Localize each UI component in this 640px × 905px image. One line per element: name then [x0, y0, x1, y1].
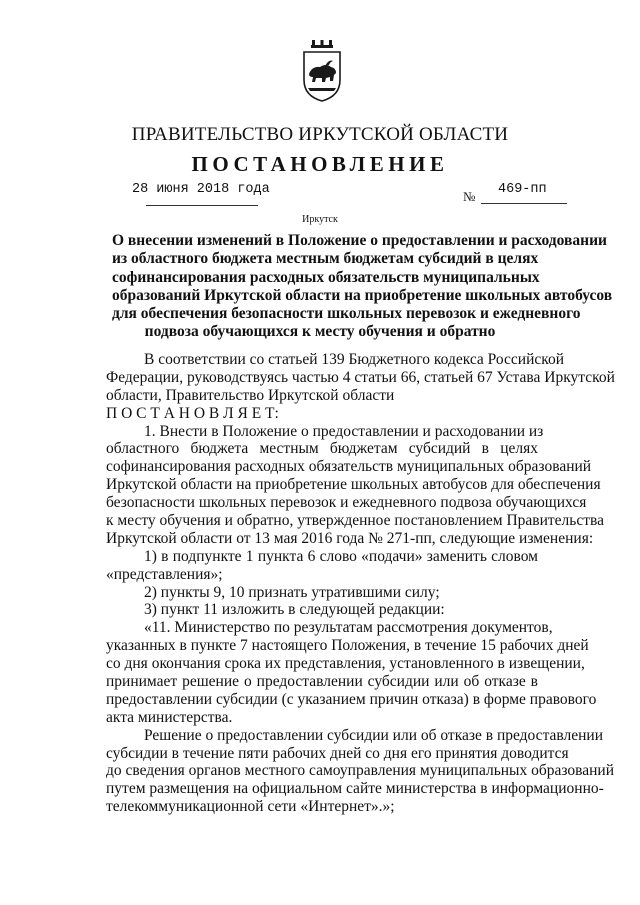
body-line: софинансирования расходных обязательств муниципальных образований — [106, 458, 592, 476]
body-line: 1. Внести в Положение о предоставлении и расходовании из — [144, 422, 544, 440]
body-line: 3) пункт 11 изложить в следующей редакции: — [144, 601, 445, 619]
body-line: Иркутской области от 13 мая 2016 года № 271-пп, следующие изменения: — [106, 529, 594, 547]
body-line: 1) в подпункте 1 пункта 6 слово «подачи» заменить словом — [144, 547, 538, 565]
document-number: 469-пп — [498, 182, 547, 197]
heading-line: подвоза обучающихся к месту обучения и обратно — [144, 323, 496, 341]
body-line: телекоммуникационной сети «Интернет».»; — [106, 798, 395, 816]
body-line: предоставлении субсидии (с указанием причин отказа) в форме правового — [106, 690, 597, 708]
heading-line: из областного бюджета местным бюджетам субсидий в целях — [112, 250, 539, 268]
heading-line: О внесении изменений в Положение о предоставлении и расходовании — [112, 232, 607, 249]
body-line: Иркутской области на приобретение школьных автобусов для обеспечения — [106, 476, 601, 494]
city-label: Иркутск — [302, 214, 338, 225]
body-line: субсидии в течение пяти рабочих дней со дня его принятия доводится — [106, 744, 569, 762]
document-heading — [112, 232, 613, 342]
body-line: со дня окончания срока их представления, установленного в извещении, — [106, 655, 585, 673]
body-line: принимает решение о предоставлении субсидии или об отказе в — [106, 673, 538, 691]
document-date: 28 июня 2018 года — [132, 182, 270, 197]
heading-line: образований Иркутской области на приобретение школьных автобусов — [112, 286, 613, 304]
coat-of-arms-emblem — [300, 40, 344, 102]
body-line: 2) пункты 9, 10 признать утратившими силу; — [144, 583, 440, 601]
body-line: безопасности школьных перевозок и ежедневного подвоза обучающихся — [106, 494, 587, 512]
body-line: указанных в пункте 7 настоящего Положения, в течение 15 рабочих дней — [106, 637, 589, 655]
number-sign: № — [463, 189, 476, 204]
resolves-label: П О С Т А Н О В Л Я Е Т: — [106, 404, 279, 422]
body-line: области, Правительство Иркутской области — [106, 386, 395, 404]
body-line: «11. Министерство по результатам рассмотрения документов, — [144, 619, 553, 637]
body-line: акта министерства. — [106, 708, 233, 726]
government-title: ПРАВИТЕЛЬСТВО ИРКУТСКОЙ ОБЛАСТИ — [131, 124, 509, 145]
heading-line: для обеспечения безопасности школьных перевозок и ежедневного — [112, 305, 581, 323]
document-body — [106, 351, 615, 816]
date-underline — [146, 205, 258, 206]
body-line: «представления»; — [106, 565, 223, 583]
body-line: областного бюджета местным бюджетам субсидий в целях — [106, 440, 538, 458]
number-underline — [481, 203, 567, 204]
body-line: В соответствии со статьей 139 Бюджетного кодекса Российской — [144, 351, 565, 368]
body-line: Решение о предоставлении субсидии или об отказе в предоставлении — [144, 726, 604, 744]
body-line: Федерации, руководствуясь частью 4 статьи 66, статьей 67 Устава Иркутской — [106, 368, 615, 386]
body-line: путем размещения на официальном сайте министерства в информационно- — [106, 780, 604, 798]
body-line: до сведения органов местного самоуправления муниципальных образований — [106, 762, 615, 780]
heading-line: софинансирования расходных обязательств муниципальных — [112, 268, 540, 286]
body-line: к месту обучения и обратно, утвержденное постановлением Правительства — [106, 512, 604, 530]
document-type: ПОСТАНОВЛЕНИЕ — [191, 152, 449, 176]
